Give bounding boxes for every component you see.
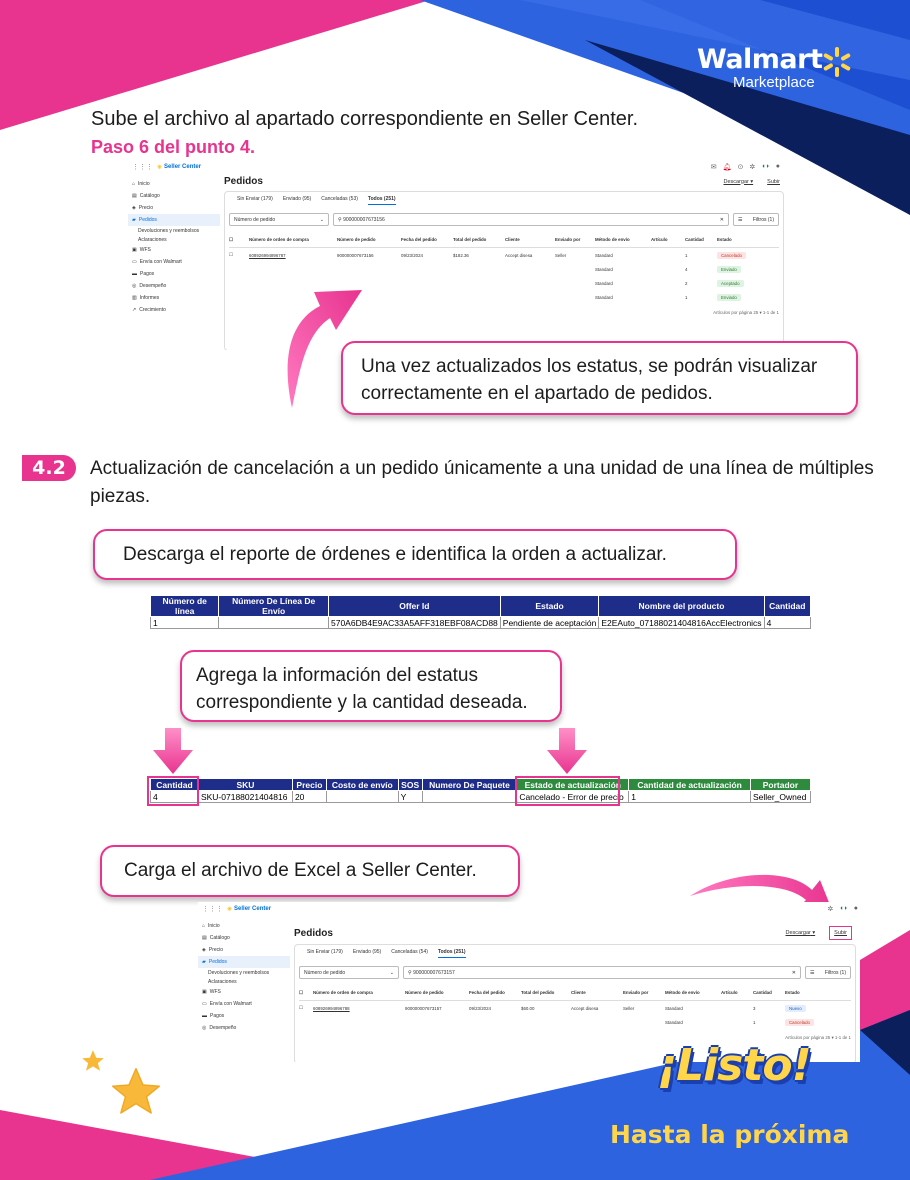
truck-icon: ▰ [132, 217, 136, 223]
update-table-header: Cantidad SKU Precio Costo de envío SOS Numero De Paquete Estado de actualización Cantidad de actualización Portador [151, 779, 811, 791]
sidebar-item-inicio[interactable]: ⌂ Inicio [132, 181, 150, 187]
sidebar-item-pagos[interactable]: ▬ Pagos [202, 1013, 225, 1019]
home-icon: ⌂ [202, 923, 206, 929]
sidebar-item-pedidos[interactable]: ▰ Pedidos [128, 214, 220, 226]
flag-icon[interactable]: ◖◗ [761, 163, 770, 170]
sidebar-item-precio[interactable]: ◈ Precio [132, 205, 154, 211]
search-icon: ⚲ [338, 216, 342, 223]
table-row: Standard 1 Cancelado [299, 1015, 851, 1029]
status-badge: Enviado [717, 266, 741, 273]
arrow-down-icon [153, 728, 193, 774]
sidebar-item-desempeno[interactable]: ◎ Desempeño [132, 283, 167, 289]
table-row: Standard 1 Enviado [229, 290, 779, 304]
search-icon: ⚲ [408, 969, 412, 976]
filter-icon: ☰ [738, 216, 743, 223]
topbar-icons [711, 163, 780, 171]
highlight-cantidad [147, 776, 199, 806]
tab-sin-enviar[interactable]: Sin Enviar (179) [237, 196, 273, 202]
sidebar-item-devoluciones[interactable]: Devoluciones y reembolsos [208, 969, 270, 976]
sidebar-item-catalogo[interactable]: ▤ Catálogo [132, 193, 160, 199]
growth-icon: ↗ [132, 307, 137, 313]
walmart-logo [697, 44, 867, 94]
status-tabs [299, 949, 851, 958]
tab-todos[interactable]: Todos (251) [368, 196, 396, 205]
section-title: Actualización de cancelación a un pedido únicamente a una unidad de una línea de múltiples piezas. [90, 458, 874, 507]
box-icon: ▣ [132, 247, 137, 253]
seller-center-screenshot-1 [128, 160, 788, 350]
po-link[interactable]: 608926994896788 [313, 1005, 350, 1011]
sidebar-item-inicio[interactable]: ⌂ Inicio [202, 923, 220, 929]
star-icon [108, 1064, 164, 1120]
po-link[interactable]: 608926994896787 [249, 252, 286, 258]
closing-text: Hasta la próxima [610, 1120, 850, 1149]
app-topbar [128, 160, 788, 174]
spark-icon: ✳ [227, 906, 233, 913]
tab-sin-enviar[interactable]: Sin Enviar (179) [307, 949, 343, 955]
tab-canceladas[interactable]: Canceladas (53) [321, 196, 358, 202]
callout-download-report: Descarga el reporte de órdenes e identifica la orden a actualizar. [93, 529, 737, 580]
report-table [150, 595, 811, 629]
orders-table-header: ☐ Número de orden de compra Número de pedido Fecha del pedido Total del pedido Cliente Enviado por Método de envío Artículo Cantidad Estado [299, 985, 851, 1001]
tab-todos[interactable]: Todos (251) [438, 949, 466, 958]
status-tabs [229, 196, 779, 205]
search-field-select[interactable]: Número de pedido ⌄ [299, 966, 399, 979]
pagination[interactable]: Artículos por página 25 ▾ 1-1 de 1 [713, 310, 779, 315]
tab-enviado[interactable]: Enviado (95) [282, 196, 312, 202]
filter-row [229, 213, 779, 226]
upload-button[interactable]: Subir [829, 926, 852, 940]
avatar[interactable]: ● [853, 905, 858, 912]
callout-upload-excel: Carga el archivo de Excel a Seller Center. [100, 845, 520, 897]
search-field-select[interactable]: Número de pedido ⌄ [229, 213, 329, 226]
filters-button[interactable]: ☰ Filtros (1) [733, 213, 779, 226]
settings-icon[interactable]: ✲ [827, 906, 834, 913]
sidebar-item-desempeno[interactable]: ◎ Desempeño [202, 1025, 237, 1031]
clear-icon[interactable]: ✕ [791, 969, 796, 976]
chevron-down-icon: ⌄ [389, 969, 394, 976]
truck-icon: ▰ [202, 959, 206, 965]
avatar[interactable]: ● [775, 163, 780, 170]
apps-grid-icon[interactable]: ⋮⋮⋮ [132, 164, 153, 171]
sidebar-item-envia[interactable]: ▭ Envía con Walmart [202, 1001, 252, 1007]
download-button[interactable]: Descargar ▾ [785, 930, 816, 936]
row-checkbox[interactable]: ☐ [299, 1005, 303, 1010]
callout-status-updated: Una vez actualizados los estatus, se podrán visualizar correctamente en el apartado de pedidos. [341, 341, 858, 415]
table-row[interactable]: ☐ 608926994896788 900000007673157 09/23/2024 $60.00 Accept disesa Seller Standard 3 Nuevo [299, 1001, 851, 1015]
gauge-icon: ◎ [202, 1025, 207, 1031]
sidebar-item-informes[interactable]: ▥ Informes [132, 295, 160, 301]
status-badge: Cancelado [717, 252, 746, 259]
sidebar-item-envia[interactable]: ▭ Envía con Walmart [132, 259, 182, 265]
seller-center-screenshot-2 [198, 902, 860, 1062]
catalog-icon: ▤ [132, 193, 137, 199]
highlight-estado [515, 776, 620, 806]
catalog-icon: ▤ [202, 935, 207, 941]
table-row: Standard 2 Aceptado [229, 276, 779, 290]
sidebar-item-catalogo[interactable]: ▤ Catálogo [202, 935, 230, 941]
section-number-badge: 4.2 [22, 455, 76, 481]
status-badge: Aceptado [717, 280, 744, 287]
table-row[interactable]: ☐ 608926994896787 900000007673156 09/23/2024 $182.36 Accept disesa Seller Standard 1 Cancelado [229, 248, 779, 262]
tab-enviado[interactable]: Enviado (95) [352, 949, 382, 955]
search-input[interactable]: ⚲ 900000007673157 ✕ [403, 966, 801, 979]
sidebar-item-pagos[interactable]: ▬ Pagos [132, 271, 155, 277]
select-all-checkbox[interactable]: ☐ [299, 989, 303, 995]
sidebar-item-pedidos[interactable]: ▰ Pedidos [198, 956, 290, 968]
table-row: 4 SKU-07188021404816 20 Y Cancelado - Error de precio 1 Seller_Owned [151, 791, 811, 803]
row-checkbox[interactable]: ☐ [229, 252, 233, 257]
table-row: 1 570A6DB4E9AC33A5AFF318EBF08ACD88 Pendiente de aceptación E2EAuto_07188021404816AccElectronics 4 [151, 617, 811, 629]
tag-icon: ◈ [202, 947, 206, 953]
sidebar-item-wfs[interactable]: ▣ WFS [202, 989, 221, 995]
home-icon: ⌂ [132, 181, 136, 187]
table-row: Standard 4 Enviado [229, 262, 779, 276]
ship-icon: ▭ [202, 1001, 207, 1007]
sidebar [198, 920, 290, 1034]
apps-grid-icon[interactable]: ⋮⋮⋮ [202, 906, 223, 913]
upload-button[interactable]: Subir [767, 178, 780, 185]
status-badge: Cancelado [785, 1019, 814, 1026]
flag-icon[interactable]: ◖◗ [839, 905, 848, 912]
update-table [150, 778, 811, 803]
sidebar-item-wfs[interactable]: ▣ WFS [132, 247, 151, 253]
filters-button[interactable]: ☰ Filtros (1) [805, 966, 851, 979]
listo-title: ¡Listo! [657, 1040, 811, 1091]
search-input[interactable]: ⚲ 900000007673156 ✕ [333, 213, 729, 226]
filter-icon: ☰ [810, 969, 815, 976]
topbar-icons [827, 905, 858, 913]
arrow-down-icon [547, 728, 587, 774]
select-all-checkbox[interactable]: ☐ [229, 236, 233, 242]
page-title: Pedidos [294, 927, 333, 939]
download-button[interactable]: Descargar ▾ [723, 178, 754, 185]
wallet-icon: ▬ [202, 1013, 207, 1019]
clear-icon[interactable]: ✕ [719, 216, 724, 223]
settings-icon[interactable]: ✲ [749, 164, 756, 171]
logo-subtitle: Marketplace [733, 74, 815, 91]
bell-icon[interactable]: 🔔︎ [722, 164, 732, 171]
sidebar [128, 178, 220, 316]
pagination[interactable]: Artículos por página 25 ▾ 1-1 de 1 [785, 1035, 851, 1040]
app-name: Seller Center [234, 906, 272, 912]
status-badge: Enviado [717, 294, 741, 301]
orders-table-header: ☐ Número de orden de compra Número de pedido Fecha del pedido Total del pedido Cliente Enviado por Método de envío Artículo Cantidad Estado [229, 232, 779, 248]
intro-text: Sube el archivo al apartado correspondiente en Seller Center. [91, 108, 639, 130]
sidebar-item-aclaraciones[interactable]: Aclaraciones [208, 978, 237, 985]
logo-wordmark: Walmart [697, 44, 823, 75]
sidebar-item-precio[interactable]: ◈ Precio [202, 947, 224, 953]
chevron-down-icon: ⌄ [319, 216, 324, 223]
tag-icon: ◈ [132, 205, 136, 211]
tab-canceladas[interactable]: Canceladas (54) [391, 949, 428, 955]
spark-icon [815, 46, 859, 78]
page-title: Pedidos [224, 176, 263, 187]
mail-icon[interactable]: ✉ [710, 164, 717, 171]
sidebar-item-crecimiento[interactable]: ↗ Crecimiento [132, 307, 166, 313]
app-name: Seller Center [164, 164, 202, 170]
star-icon [80, 1048, 106, 1074]
status-badge: Nuevo [785, 1005, 806, 1012]
app-topbar [198, 902, 860, 916]
report-table-header: Número de línea Número De Línea De Envío Offer Id Estado Nombre del producto Cantidad [151, 596, 811, 617]
spark-icon: ✳ [157, 164, 163, 171]
help-icon[interactable]: ⊙ [737, 164, 744, 171]
ship-icon: ▭ [132, 259, 137, 265]
wallet-icon: ▬ [132, 271, 137, 277]
sidebar-item-aclaraciones[interactable]: Aclaraciones [138, 236, 167, 243]
step-label: Paso 6 del punto 4. [91, 137, 256, 157]
chart-icon: ▥ [132, 295, 137, 301]
callout-add-status: Agrega la información del estatus correspondiente y la cantidad deseada. [180, 650, 562, 722]
sidebar-item-devoluciones[interactable]: Devoluciones y reembolsos [138, 227, 200, 234]
gauge-icon: ◎ [132, 283, 137, 289]
filter-row [299, 966, 851, 979]
box-icon: ▣ [202, 989, 207, 995]
